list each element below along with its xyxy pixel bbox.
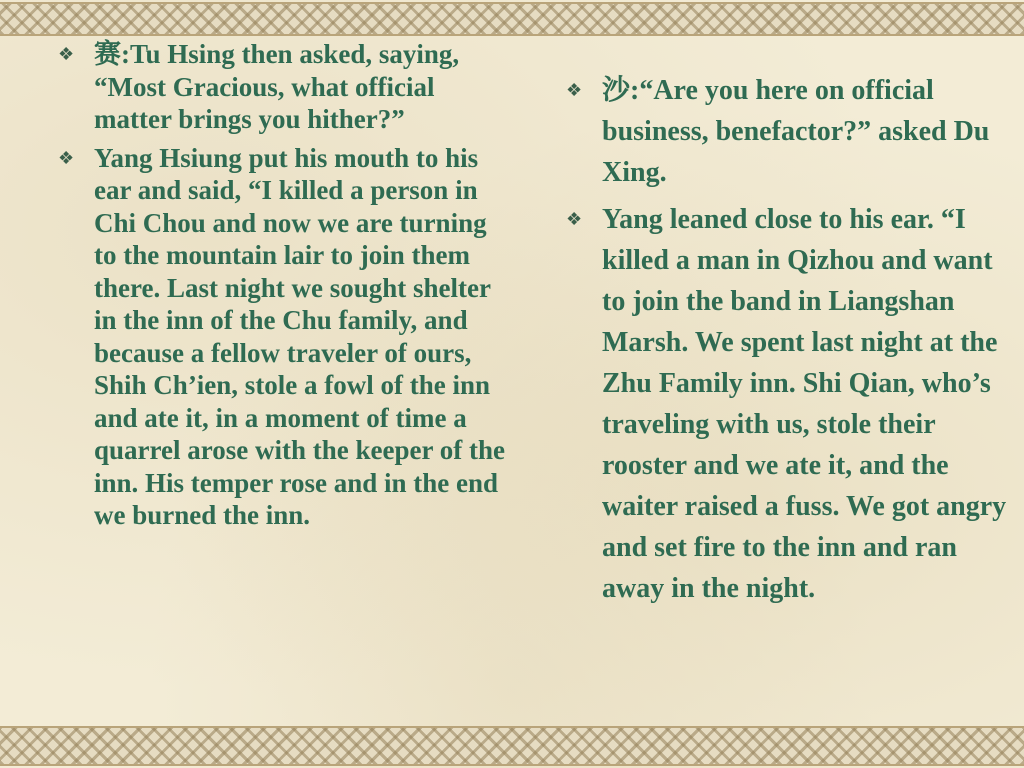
right-column [566,70,1016,615]
list-item [566,199,1016,609]
bullet-text: 沙:“Are you here on official business, benefactor?” asked Du Xing. [602,75,990,188]
list-item [58,142,506,532]
left-column [58,38,506,538]
decorative-bottom-border [0,726,1024,766]
list-item [58,38,506,136]
list-item [566,70,1016,193]
diamond-bullet-icon: ❖ [566,209,583,229]
diamond-bullet-icon: ❖ [58,44,75,64]
bullet-text: Yang Hsiung put his mouth to his ear and said, “I killed a person in Chi Chou and now we are turning to the mountain lair to join them there. Last night we sought shelter in the inn of the Chu family, and because a fellow traveler of ours, Shih Ch’ien, stole a fowl of the inn and ate it, in a moment of time a quarrel arose with the keeper of the inn. His temper rose and in the end we burned the inn. [94,142,505,530]
decorative-top-border [0,2,1024,36]
bullet-text: Yang leaned close to his ear. “I killed a man in Qizhou and want to join the band in Liangshan Marsh. We spent last night at the Zhu Family inn. Shi Qian, who’s traveling with us, stole their rooster and we ate it, and the waiter raised a fuss. We got angry and set fire to the inn and ran away in the night. [602,204,1007,604]
diamond-bullet-icon: ❖ [58,147,75,168]
diamond-bullet-icon: ❖ [566,80,583,100]
bullet-text: 赛:Tu Hsing then asked, saying, “Most Gracious, what official matter brings you hither?” [94,39,460,134]
